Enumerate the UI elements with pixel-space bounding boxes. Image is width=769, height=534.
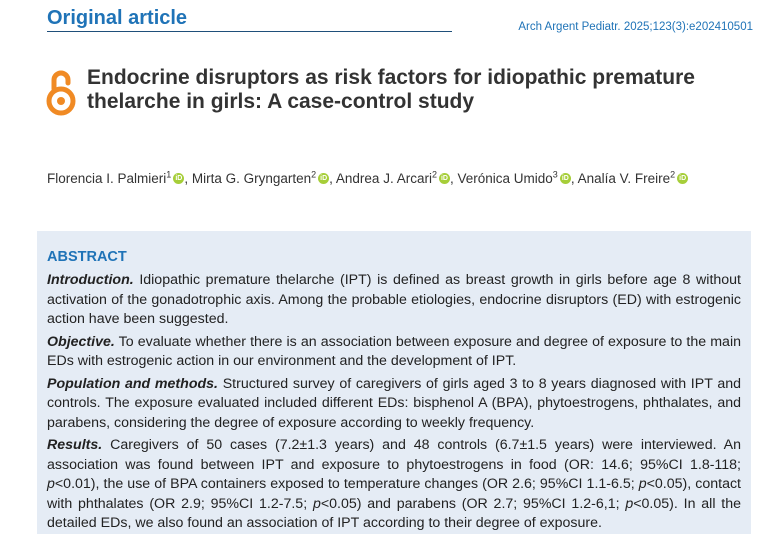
results-label: Results. bbox=[47, 437, 103, 453]
orcid-icon[interactable]: iD bbox=[320, 174, 328, 182]
results-text: <0.05), contact with phthalates (OR 2.9; 95%CI 1.2-7.5; bbox=[47, 476, 741, 512]
author-name: Mirta G. Gryngarten bbox=[191, 171, 312, 186]
abstract-body bbox=[47, 271, 741, 534]
author bbox=[578, 171, 689, 186]
introduction-label: Introduction. bbox=[47, 272, 134, 288]
results-text: Caregivers of 50 cases (7.2±1.3 years) and 48 controls (6.7±1.5 years) were interviewed. An association was found between IPT and exposure to phytoestrogens in food (OR: 14.6; 95%CI 1.8-118; bbox=[47, 437, 741, 473]
abstract-objective bbox=[47, 333, 741, 372]
author-separator: , bbox=[449, 171, 458, 186]
author bbox=[47, 171, 192, 186]
abstract-introduction bbox=[47, 271, 741, 330]
affiliation-marker: 3 bbox=[552, 169, 558, 180]
affiliation-marker: 2 bbox=[431, 169, 437, 180]
orcid-icon[interactable]: iD bbox=[440, 174, 448, 182]
results-text: <0.01), the use of BPA containers exposed to temperature changes (OR 2.6; 95%CI 1.1-6.5; bbox=[54, 476, 639, 492]
section-divider bbox=[47, 31, 452, 32]
author-list bbox=[47, 171, 688, 186]
introduction-text: Idiopathic premature thelarche (IPT) is defined as breast growth in girls before age 8 without activation of the gonadotrophic axis. Among the probable etiologies, endocrine disruptors (ED) with estrogenic action have been suggested. bbox=[47, 272, 741, 327]
abstract-results bbox=[47, 436, 741, 534]
affiliation-marker: 1 bbox=[166, 169, 172, 180]
orcid-icon[interactable]: iD bbox=[561, 174, 569, 182]
p-value-symbol: p bbox=[312, 495, 321, 512]
section-label: Original article bbox=[47, 7, 188, 29]
results-text: <0.05) and parabens (OR 2.7; 95%CI 1.2-6,1; bbox=[320, 495, 626, 512]
orcid-icon[interactable]: iD bbox=[175, 174, 183, 182]
abstract-heading: ABSTRACT bbox=[47, 249, 127, 265]
orcid-icon[interactable]: iD bbox=[679, 174, 687, 182]
methods-label: Population and methods. bbox=[47, 375, 218, 392]
article-title: Endocrine disruptors as risk factors for idiopathic premature thelarche in girls: A case-control study bbox=[87, 66, 695, 113]
author bbox=[192, 171, 336, 186]
author bbox=[457, 171, 577, 186]
affiliation-marker: 2 bbox=[311, 169, 317, 180]
p-value-symbol: p bbox=[47, 476, 55, 492]
results-text: <0.05). In all the detailed EDs, we also found an association of IPT according to their degree of exposure. bbox=[47, 495, 742, 531]
objective-label: Objective. bbox=[47, 333, 115, 350]
author-separator: , bbox=[329, 171, 336, 186]
open-access-icon bbox=[46, 67, 76, 117]
objective-text: To evaluate whether there is an association between exposure and degree of exposure to the main EDs with estrogenic action in our environment and the development of IPT. bbox=[47, 333, 741, 369]
author-name: Analía V. Freire bbox=[577, 171, 671, 186]
p-value-symbol: p bbox=[625, 495, 634, 512]
affiliation-marker: 2 bbox=[670, 169, 676, 180]
author-name: Andrea J. Arcari bbox=[335, 171, 432, 186]
abstract-methods bbox=[47, 375, 741, 434]
author bbox=[336, 171, 458, 186]
p-value-symbol: p bbox=[638, 476, 647, 492]
methods-text: Structured survey of caregivers of girls aged 3 to 8 years diagnosed with IPT and controls. The exposure evaluated included different EDs: bisphenol A (BPA), phytoestrogens, phthalates, and parabens, considering the degree of exposure according to weekly frequency. bbox=[47, 375, 742, 431]
author-separator: , bbox=[570, 171, 578, 186]
author-name: Florencia I. Palmieri bbox=[47, 171, 167, 186]
author-name: Verónica Umido bbox=[457, 171, 553, 186]
journal-citation: Arch Argent Pediatr. 2025;123(3):e202410501 bbox=[518, 21, 753, 33]
author-separator: , bbox=[184, 171, 192, 186]
